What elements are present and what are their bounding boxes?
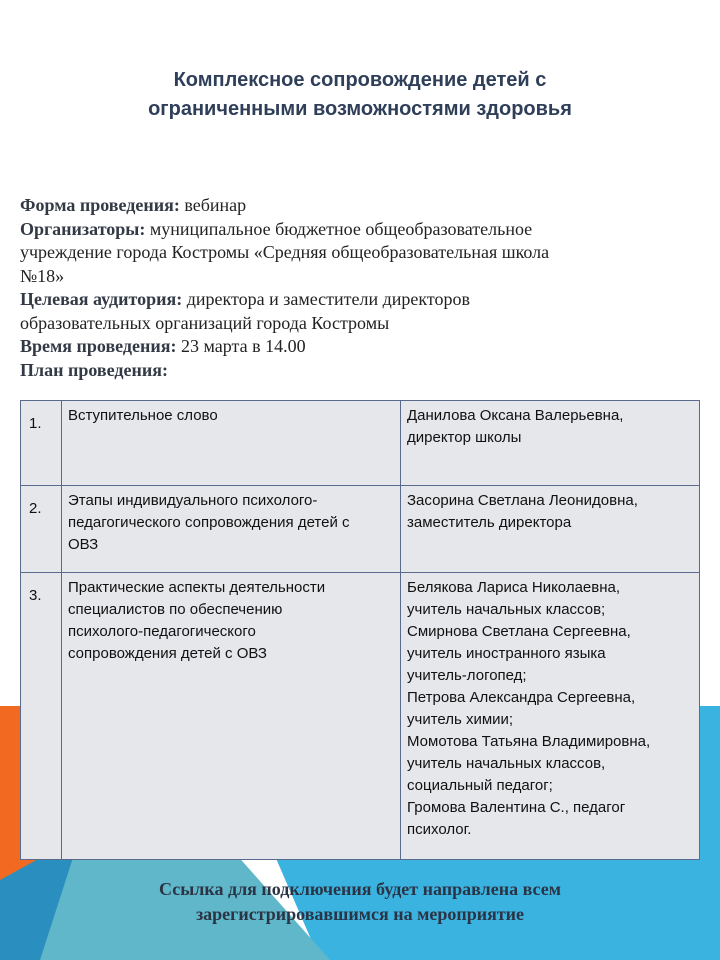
audience-line-2: образовательных организаций города Костромы	[20, 312, 390, 333]
speaker-line: Засорина Светлана Леонидовна,	[407, 492, 638, 509]
title-line-1: Комплексное сопровождение детей с	[173, 69, 547, 91]
time-label: Время проведения:	[20, 336, 177, 356]
topic-line: ОВЗ	[68, 536, 99, 553]
row-number: 3.	[21, 573, 62, 860]
time-row	[20, 335, 680, 359]
speaker-line: социальный педагог;	[407, 777, 553, 794]
footer-note	[80, 877, 640, 927]
organizers-label: Организаторы:	[20, 218, 146, 239]
speaker-line: учитель начальных классов;	[407, 601, 606, 618]
organizers-line-2: учреждение города Костромы «Средняя общеобразовательная школа	[20, 242, 550, 262]
plan-label: План проведения:	[20, 359, 168, 380]
speaker-line: учитель начальных классов,	[407, 755, 606, 772]
organizers-line-1: муниципальное бюджетное общеобразовательное	[145, 218, 533, 239]
audience-row	[20, 288, 680, 312]
audience-label: Целевая аудитория:	[20, 289, 183, 309]
row-speaker	[401, 486, 700, 573]
footer-line-2: зарегистрировавшимся на мероприятие	[195, 904, 525, 924]
speaker-line: заместитель директора	[407, 514, 572, 531]
row-number: 2.	[21, 486, 62, 573]
speaker-line: психолог.	[407, 821, 472, 838]
speaker-line: Петрова Александра Сергеевна,	[407, 689, 636, 706]
time-value: 23 марта в 14.00	[176, 336, 306, 356]
row-number: 1.	[21, 401, 62, 486]
plan-table	[20, 400, 700, 860]
topic-line: Практические аспекты деятельности	[68, 579, 326, 596]
format-label: Форма проведения:	[20, 195, 180, 215]
row-speaker	[401, 573, 700, 860]
format-value: вебинар	[179, 195, 247, 215]
audience-line-1: директора и заместители директоров	[182, 289, 471, 309]
page-title	[60, 66, 660, 124]
row-topic	[62, 401, 401, 486]
topic-line: специалистов по обеспечению	[68, 601, 283, 618]
table-row	[21, 573, 700, 860]
organizers-row	[20, 218, 680, 242]
row-topic	[62, 486, 401, 573]
speaker-line: директор школы	[407, 429, 522, 446]
speaker-line: Смирнова Светлана Сергеевна,	[407, 623, 631, 640]
speaker-line: учитель иностранного языка	[407, 645, 606, 662]
speaker-line: Момотова Татьяна Владимировна,	[407, 733, 651, 750]
topic-line: Вступительное слово	[68, 407, 218, 424]
organizers-line-3: №18»	[20, 265, 65, 286]
footer-line-1: Ссылка для подключения будет направлена всем	[159, 879, 561, 899]
plan-row	[20, 359, 680, 383]
speaker-line: учитель-логопед;	[407, 667, 527, 684]
topic-line: психолого-педагогического	[68, 623, 256, 640]
table-row	[21, 401, 700, 486]
speaker-line: Данилова Оксана Валерьевна,	[407, 407, 624, 424]
title-line-2: ограниченными возможностями здоровья	[148, 98, 572, 120]
speaker-line: Громова Валентина С., педагог	[407, 799, 626, 816]
speaker-line: учитель химии;	[407, 711, 514, 728]
event-info	[20, 194, 680, 382]
row-speaker	[401, 401, 700, 486]
speaker-line: Белякова Лариса Николаевна,	[407, 579, 621, 596]
topic-line: сопровождения детей с ОВЗ	[68, 645, 267, 662]
table-row	[21, 486, 700, 573]
row-topic	[62, 573, 401, 860]
topic-line: педагогического сопровождения детей с	[68, 514, 350, 531]
format-row	[20, 194, 680, 218]
topic-line: Этапы индивидуального психолого-	[68, 492, 318, 509]
